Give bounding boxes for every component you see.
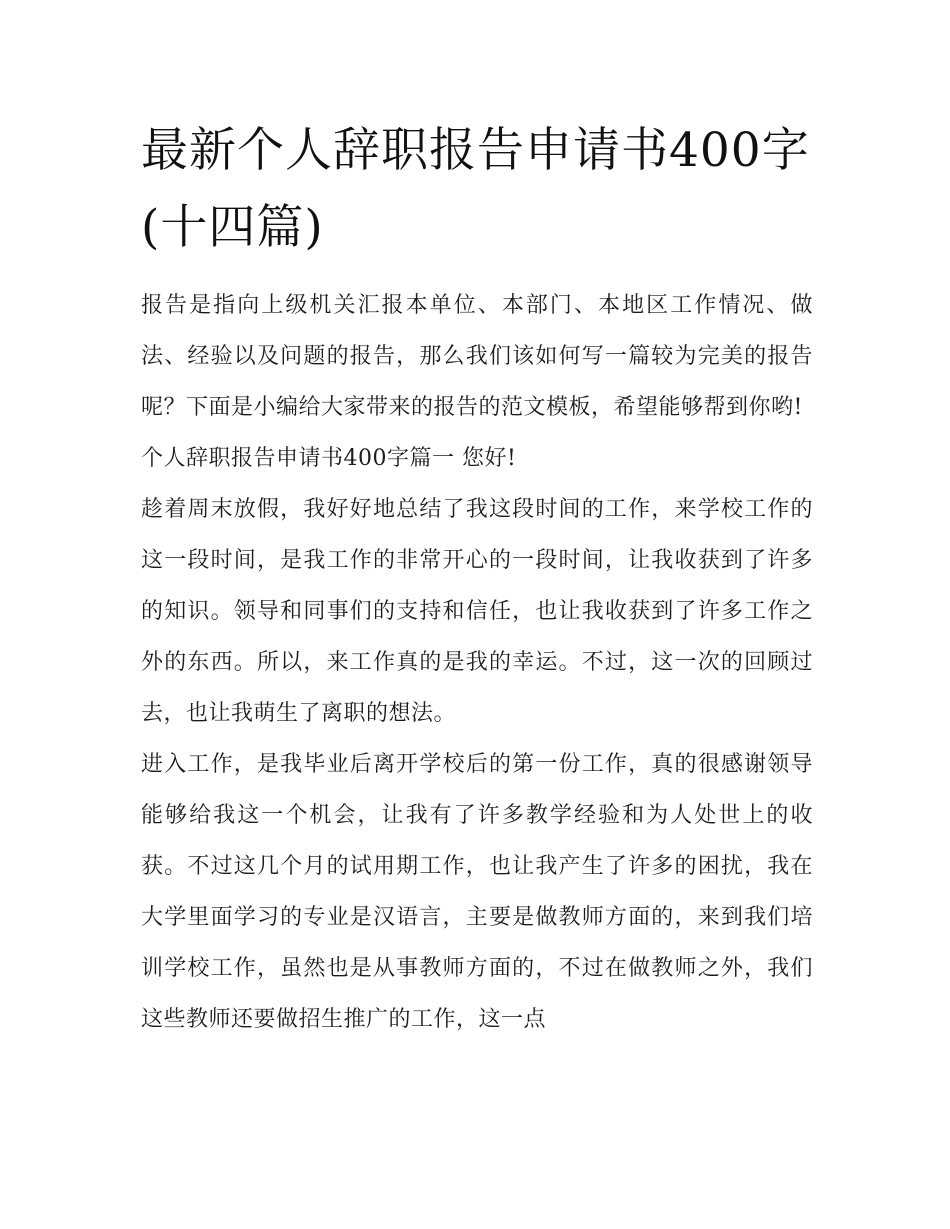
document-body <box>141 280 813 1045</box>
section-heading-paragraph: 个人辞职报告申请书400字篇一 您好! <box>141 446 517 471</box>
document-page <box>141 112 813 1045</box>
body-paragraph: 进入工作，是我毕业后离开学校后的第一份工作，真的很感谢领导能够给我这一个机会，让我有了许多教学经验和为人处世上的收获。不过这几个月的试用期工作，也让我产生了许多的困扰，我在大学里面学习的专业是汉语言，主要是做教师方面的，来到我们培训学校工作，虽然也是从事教师方面的，不过在做教师之外，我们这些教师还要做招生推广的工作，这一点 <box>141 752 813 1032</box>
body-paragraph: 趁着周末放假，我好好地总结了我这段时间的工作，来学校工作的这一段时间，是我工作的非常开心的一段时间，让我收获到了许多的知识。领导和同事们的支持和信任，也让我收获到了许多工作之外的东西。所以，来工作真的是我的幸运。不过，这一次的回顾过去，也让我萌生了离职的想法。 <box>141 497 813 726</box>
document-title: 最新个人辞职报告申请书400字(十四篇) <box>141 123 810 255</box>
intro-paragraph: 报告是指向上级机关汇报本单位、本部门、本地区工作情况、做法、经验以及问题的报告，那么我们该如何写一篇较为完美的报告呢？下面是小编给大家带来的报告的范文模板，希望能够帮到你哟! <box>141 293 813 420</box>
